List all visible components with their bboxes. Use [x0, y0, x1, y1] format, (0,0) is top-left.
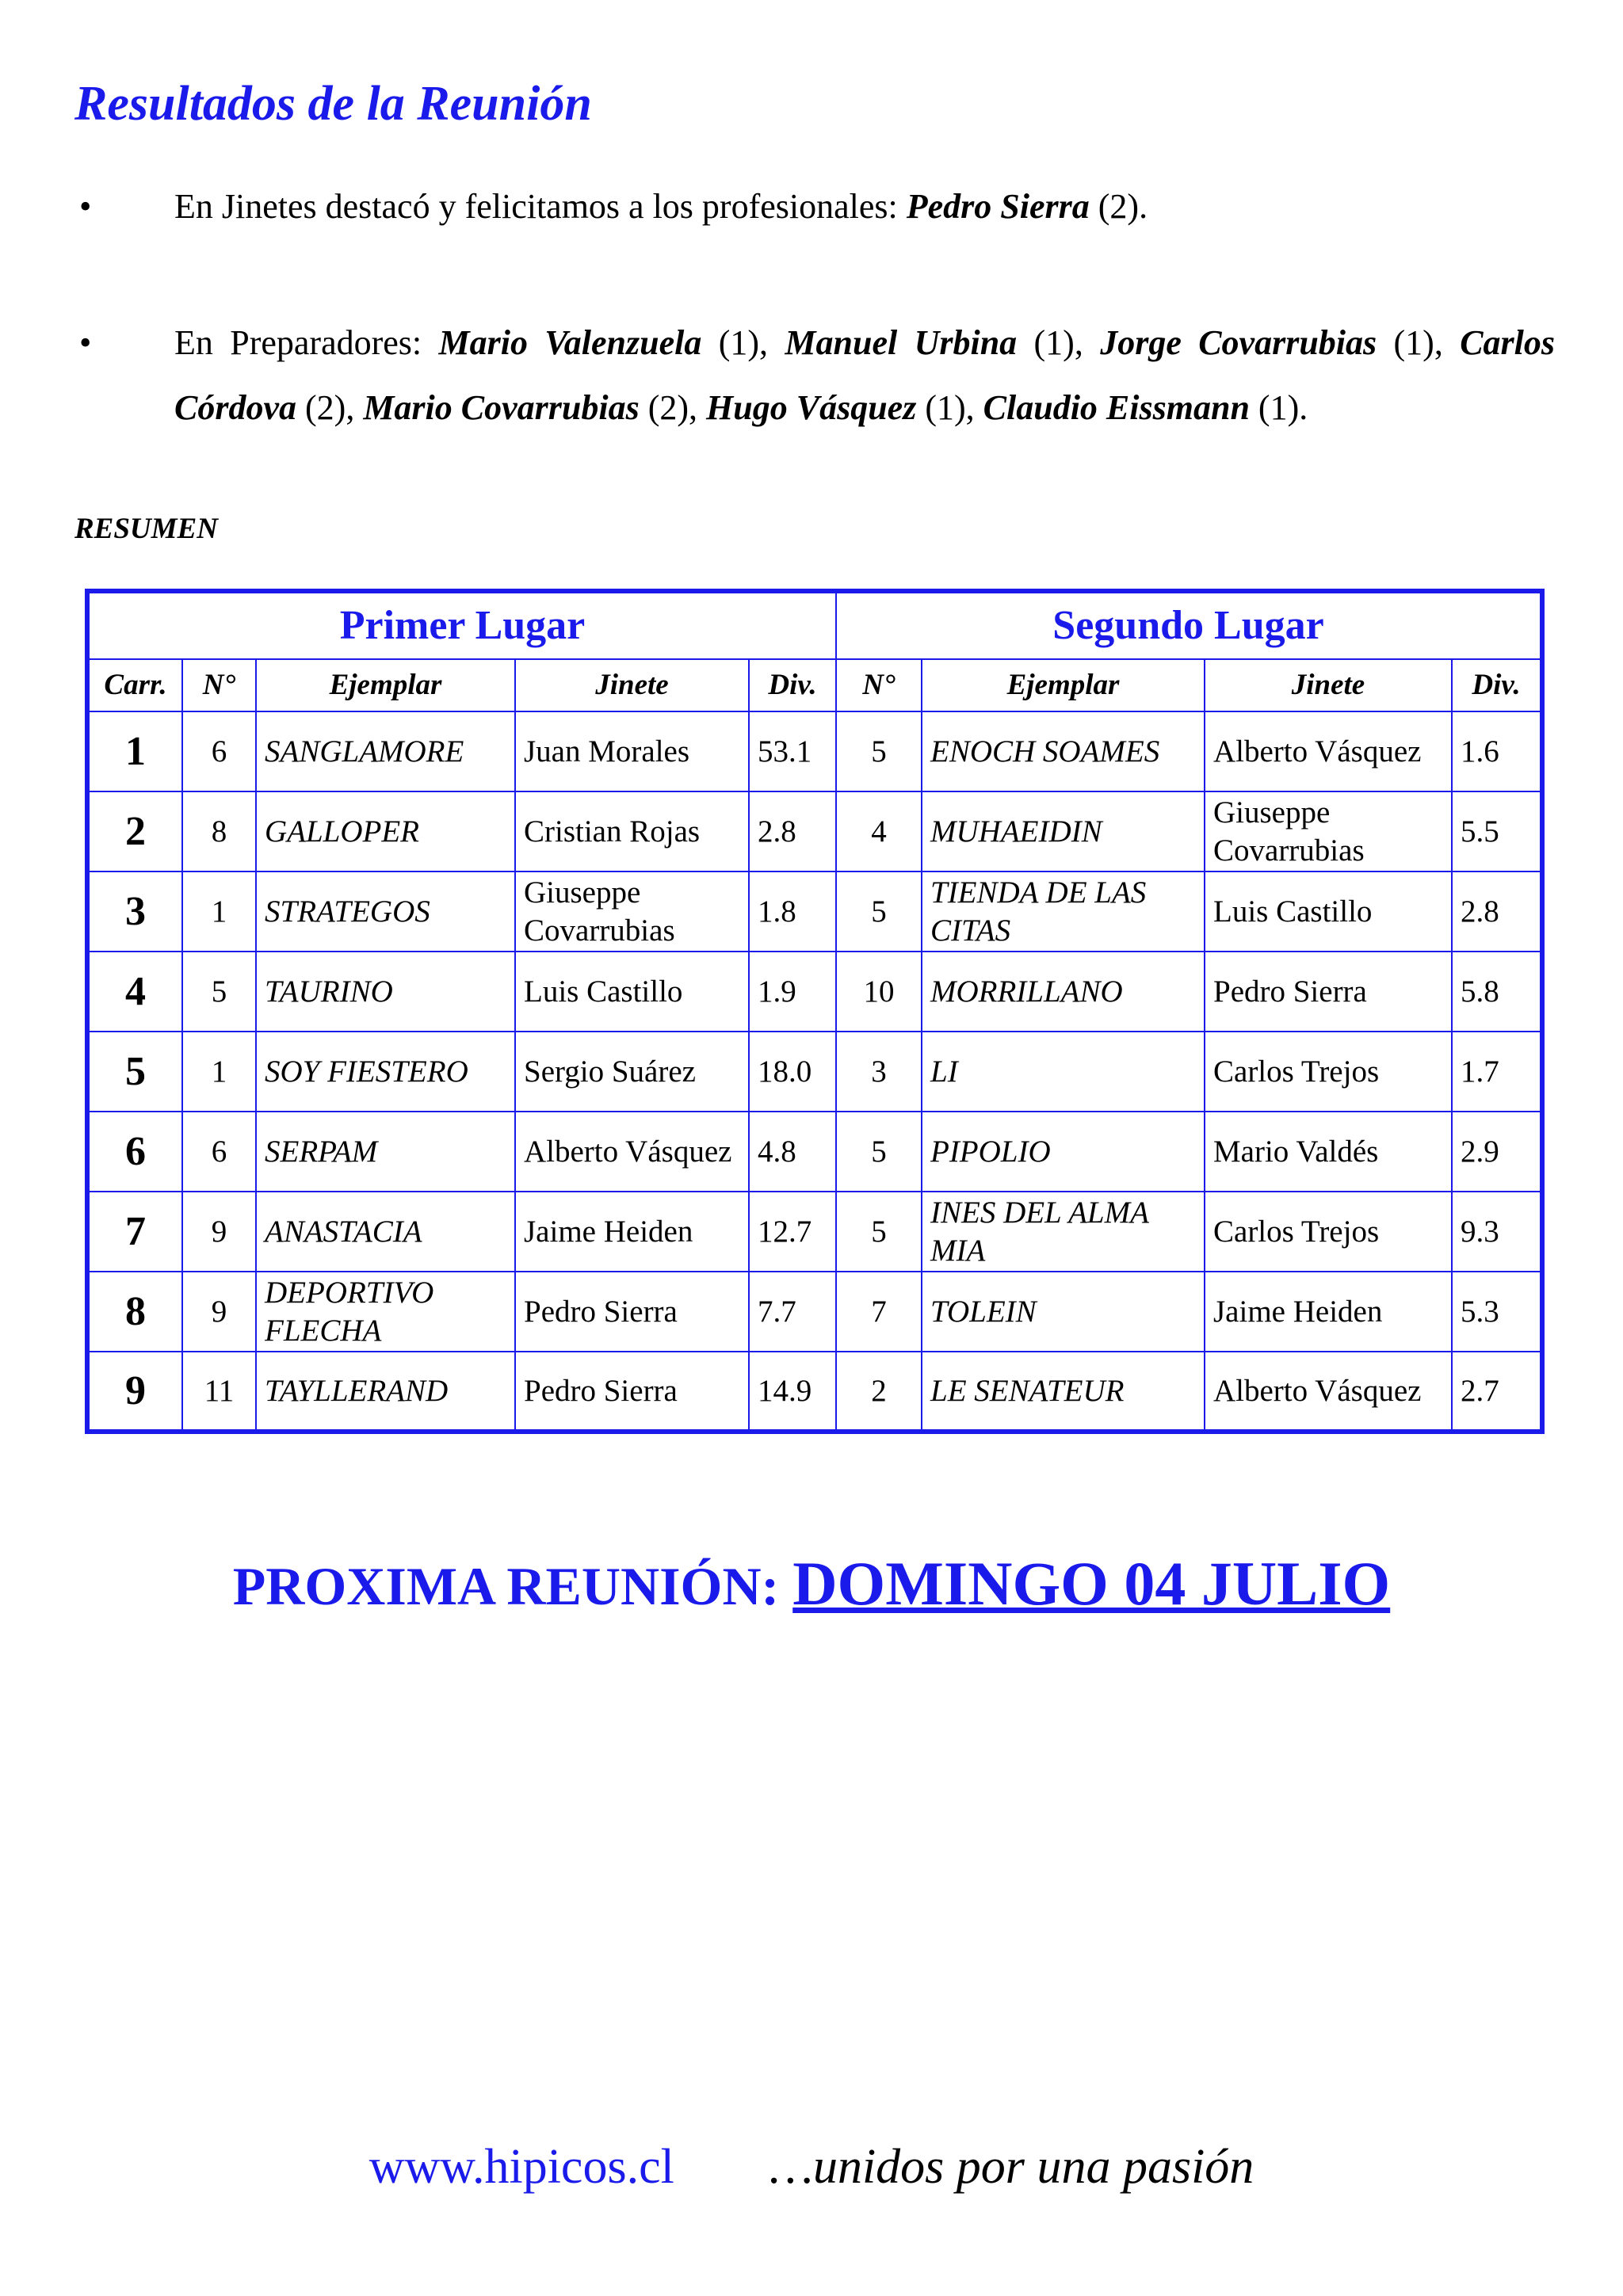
first-horse-number: 9: [182, 1192, 256, 1272]
second-jockey: Carlos Trejos: [1205, 1032, 1452, 1112]
paragraph-intro: En Preparadores:: [174, 323, 439, 362]
col-num-header: N°: [182, 659, 256, 711]
race-number: 1: [87, 711, 182, 791]
paragraph-intro: En Jinetes destacó y felicitamos a los profesionales:: [174, 187, 907, 226]
col-ejemplar-header: Ejemplar: [256, 659, 515, 711]
table-row: [87, 1272, 1542, 1352]
second-jockey: Mario Valdés: [1205, 1112, 1452, 1192]
bullet-icon: •: [79, 323, 92, 362]
second-jockey: Pedro Sierra: [1205, 952, 1452, 1032]
first-dividend: 18.0: [749, 1032, 836, 1112]
second-horse-name: PIPOLIO: [922, 1112, 1205, 1192]
first-horse-number: 11: [182, 1352, 256, 1432]
race-number: 8: [87, 1272, 182, 1352]
table-row: [87, 711, 1542, 791]
separator: .: [1139, 187, 1148, 226]
second-horse-number: 7: [836, 1272, 922, 1352]
first-dividend: 14.9: [749, 1352, 836, 1432]
first-jockey: Sergio Suárez: [515, 1032, 749, 1112]
table-row: [87, 1032, 1542, 1112]
first-horse-number: 6: [182, 711, 256, 791]
first-place-header: Primer Lugar: [87, 591, 836, 659]
person-name: Carlos Córdova: [174, 323, 1556, 427]
race-number: 2: [87, 791, 182, 871]
first-dividend: 53.1: [749, 711, 836, 791]
table-row: [87, 952, 1542, 1032]
results-table: [85, 589, 1545, 1434]
col-div-header: Div.: [749, 659, 836, 711]
race-number: 5: [87, 1032, 182, 1112]
first-jockey: Pedro Sierra: [515, 1272, 749, 1352]
first-dividend: 2.8: [749, 791, 836, 871]
second-jockey: Alberto Vásquez: [1205, 1352, 1452, 1432]
table-row: [87, 1192, 1542, 1272]
second-horse-name: LE SENATEUR: [922, 1352, 1205, 1432]
col-div-header: Div.: [1452, 659, 1542, 711]
person-name: Hugo Vásquez: [706, 388, 917, 427]
first-jockey: Luis Castillo: [515, 952, 749, 1032]
first-dividend: 1.8: [749, 871, 836, 952]
first-dividend: 1.9: [749, 952, 836, 1032]
second-dividend: 2.8: [1452, 871, 1542, 952]
second-horse-number: 5: [836, 1192, 922, 1272]
second-dividend: 5.3: [1452, 1272, 1542, 1352]
first-horse-name: SOY FIESTERO: [256, 1032, 515, 1112]
separator: ,: [759, 323, 785, 362]
table-row: [87, 871, 1542, 952]
second-horse-name: TIENDA DE LAS CITAS: [922, 871, 1205, 952]
first-dividend: 12.7: [749, 1192, 836, 1272]
second-horse-name: INES DEL ALMA MIA: [922, 1192, 1205, 1272]
second-horse-number: 3: [836, 1032, 922, 1112]
second-horse-name: TOLEIN: [922, 1272, 1205, 1352]
separator: ,: [1074, 323, 1101, 362]
first-horse-name: GALLOPER: [256, 791, 515, 871]
first-horse-name: TAURINO: [256, 952, 515, 1032]
person-name: Claudio Eissmann: [983, 388, 1250, 427]
second-dividend: 9.3: [1452, 1192, 1542, 1272]
separator: .: [1299, 388, 1308, 427]
win-count: (1): [916, 388, 966, 427]
second-horse-number: 5: [836, 711, 922, 791]
second-horse-name: ENOCH SOAMES: [922, 711, 1205, 791]
footer: [0, 2139, 1623, 2195]
race-number: 3: [87, 871, 182, 952]
first-horse-number: 1: [182, 871, 256, 952]
first-horse-name: TAYLLERAND: [256, 1352, 515, 1432]
win-count: (1): [701, 323, 760, 362]
person-name: Manuel Urbina: [785, 323, 1018, 362]
page-title: Resultados de la Reunión: [74, 77, 592, 131]
table-row: [87, 1112, 1542, 1192]
col-carr-header: Carr.: [87, 659, 182, 711]
second-horse-number: 10: [836, 952, 922, 1032]
race-number: 7: [87, 1192, 182, 1272]
col-ejemplar-header: Ejemplar: [922, 659, 1205, 711]
win-count: (1): [1377, 323, 1434, 362]
first-jockey: Giuseppe Covarrubias: [515, 871, 749, 952]
first-horse-number: 5: [182, 952, 256, 1032]
second-horse-name: MUHAEIDIN: [922, 791, 1205, 871]
table-row: [87, 1352, 1542, 1432]
second-horse-number: 2: [836, 1352, 922, 1432]
person-name: Pedro Sierra: [906, 187, 1090, 226]
win-count: (1): [1017, 323, 1075, 362]
trainers-text: [174, 311, 1555, 441]
person-name: Jorge Covarrubias: [1100, 323, 1377, 362]
first-dividend: 4.8: [749, 1112, 836, 1192]
person-name: Mario Covarrubias: [363, 388, 640, 427]
first-horse-number: 9: [182, 1272, 256, 1352]
second-dividend: 1.6: [1452, 711, 1542, 791]
first-jockey: Juan Morales: [515, 711, 749, 791]
first-horse-number: 1: [182, 1032, 256, 1112]
first-horse-name: SANGLAMORE: [256, 711, 515, 791]
win-count: (2): [639, 388, 689, 427]
jockeys-paragraph: [74, 174, 1555, 239]
win-count: (2): [1089, 187, 1140, 226]
second-dividend: 2.9: [1452, 1112, 1542, 1192]
col-num-header: N°: [836, 659, 922, 711]
resumen-label: RESUMEN: [74, 513, 218, 545]
first-jockey: Alberto Vásquez: [515, 1112, 749, 1192]
next-meeting: [0, 1548, 1623, 1619]
table-row: [87, 791, 1542, 871]
jockeys-text: [174, 174, 1555, 239]
footer-slogan: …unidos por una pasión: [769, 2140, 1254, 2194]
col-jinete-header: Jinete: [1205, 659, 1452, 711]
second-horse-name: MORRILLANO: [922, 952, 1205, 1032]
win-count: (2): [296, 388, 346, 427]
second-dividend: 1.7: [1452, 1032, 1542, 1112]
separator: ,: [689, 388, 707, 427]
second-place-header: Segundo Lugar: [836, 591, 1542, 659]
first-jockey: Cristian Rojas: [515, 791, 749, 871]
second-dividend: 5.8: [1452, 952, 1542, 1032]
race-number: 6: [87, 1112, 182, 1192]
next-meeting-label: PROXIMA REUNIÓN:: [232, 1556, 793, 1616]
trainers-paragraph: [74, 311, 1555, 441]
first-horse-number: 8: [182, 791, 256, 871]
second-jockey: Luis Castillo: [1205, 871, 1452, 952]
race-number: 4: [87, 952, 182, 1032]
first-horse-name: SERPAM: [256, 1112, 515, 1192]
col-jinete-header: Jinete: [515, 659, 749, 711]
first-horse-name: DEPORTIVO FLECHA: [256, 1272, 515, 1352]
second-jockey: Giuseppe Covarrubias: [1205, 791, 1452, 871]
first-dividend: 7.7: [749, 1272, 836, 1352]
second-horse-number: 4: [836, 791, 922, 871]
second-horse-number: 5: [836, 871, 922, 952]
bullet-icon: •: [79, 187, 92, 226]
first-horse-name: STRATEGOS: [256, 871, 515, 952]
second-horse-number: 5: [836, 1112, 922, 1192]
separator: ,: [1434, 323, 1461, 362]
first-jockey: Pedro Sierra: [515, 1352, 749, 1432]
results-body: [87, 711, 1542, 1432]
separator: ,: [965, 388, 983, 427]
second-horse-name: LI: [922, 1032, 1205, 1112]
second-dividend: 2.7: [1452, 1352, 1542, 1432]
first-jockey: Jaime Heiden: [515, 1192, 749, 1272]
first-horse-name: ANASTACIA: [256, 1192, 515, 1272]
second-jockey: Carlos Trejos: [1205, 1192, 1452, 1272]
win-count: (1): [1249, 388, 1300, 427]
second-jockey: Jaime Heiden: [1205, 1272, 1452, 1352]
person-name: Mario Valenzuela: [438, 323, 702, 362]
second-dividend: 5.5: [1452, 791, 1542, 871]
race-number: 9: [87, 1352, 182, 1432]
separator: ,: [346, 388, 364, 427]
first-horse-number: 6: [182, 1112, 256, 1192]
second-jockey: Alberto Vásquez: [1205, 711, 1452, 791]
next-meeting-date: DOMINGO 04 JULIO: [792, 1549, 1391, 1618]
footer-url[interactable]: www.hipicos.cl: [369, 2140, 674, 2194]
